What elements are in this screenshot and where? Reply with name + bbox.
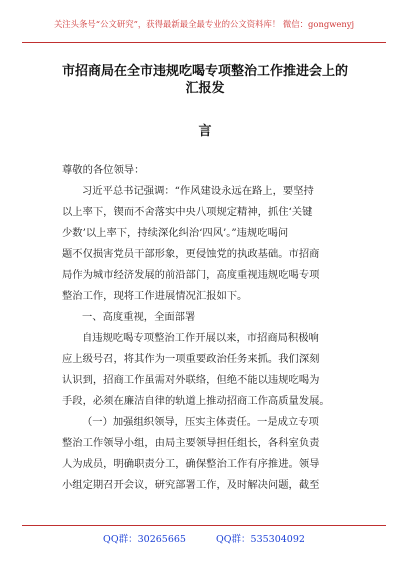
qq-group-label: QQ群： [103, 534, 138, 545]
body-line: 题不仅损害党员干部形象，更侵蚀党的执政基础。市招商 [62, 248, 320, 260]
body-line: 小组定期召开会议，研究部署工作，及时解决问题，截至 [62, 479, 320, 491]
body-line: 局作为城市经济发展的前沿部门，高度重视违规吃喝专项 [62, 269, 320, 281]
header-banner: 关注头条号“公文研究”，获得最新最全最专业的公文资料库！ 微信：gongwenyj [53, 19, 355, 29]
document-title-continuation: 言 [198, 124, 212, 139]
body-line: 人为成员，明确职责分工，确保整治工作有序推进。领导 [62, 458, 320, 470]
body-line: 少数’以上率下，持续深化纠治‘四风’。”违规吃喝问 [62, 227, 289, 239]
document-title: 市招商局在全市违规吃喝专项整治工作推进会上的汇报发 [61, 64, 348, 96]
qq-group-number: 30265665 [137, 534, 186, 545]
body-line: 手段，必须在廉洁自律的轨道上推动招商工作高质量发展。 [62, 395, 330, 407]
body-line: 应上级号召，将其作为一项重要政治任务来抓。我们深刻 [62, 353, 320, 365]
section-heading: 一、高度重视，全面部署 [82, 311, 196, 323]
qq-group-number: 535304092 [250, 534, 305, 545]
footer-divider [22, 525, 386, 526]
body-line: 自违规吃喝专项整治工作开展以来，市招商局积极响 [82, 332, 319, 344]
body-line: （一）加强组织领导，压实主体责任。一是成立专项 [82, 416, 319, 428]
qq-group-label: QQ群： [215, 534, 251, 545]
document-body [62, 160, 346, 496]
salutation: 尊敬的各位领导： [62, 164, 145, 176]
body-line: 整治工作，现将工作进展情况汇报如下。 [62, 290, 248, 302]
body-line: 认识到，招商工作虽需对外联络，但绝不能以违规吃喝为 [62, 374, 320, 386]
body-line: 整治工作领导小组，由局主要领导担任组长，各科室负责 [62, 437, 320, 449]
header-divider [22, 42, 386, 43]
body-line: 习近平总书记强调：“作风建设永远在路上，要坚持 [82, 185, 314, 197]
footer-contact [22, 531, 386, 545]
body-line: 以上率下，锲而不舍落实中央八项规定精神，抓住‘关键 [62, 206, 313, 218]
